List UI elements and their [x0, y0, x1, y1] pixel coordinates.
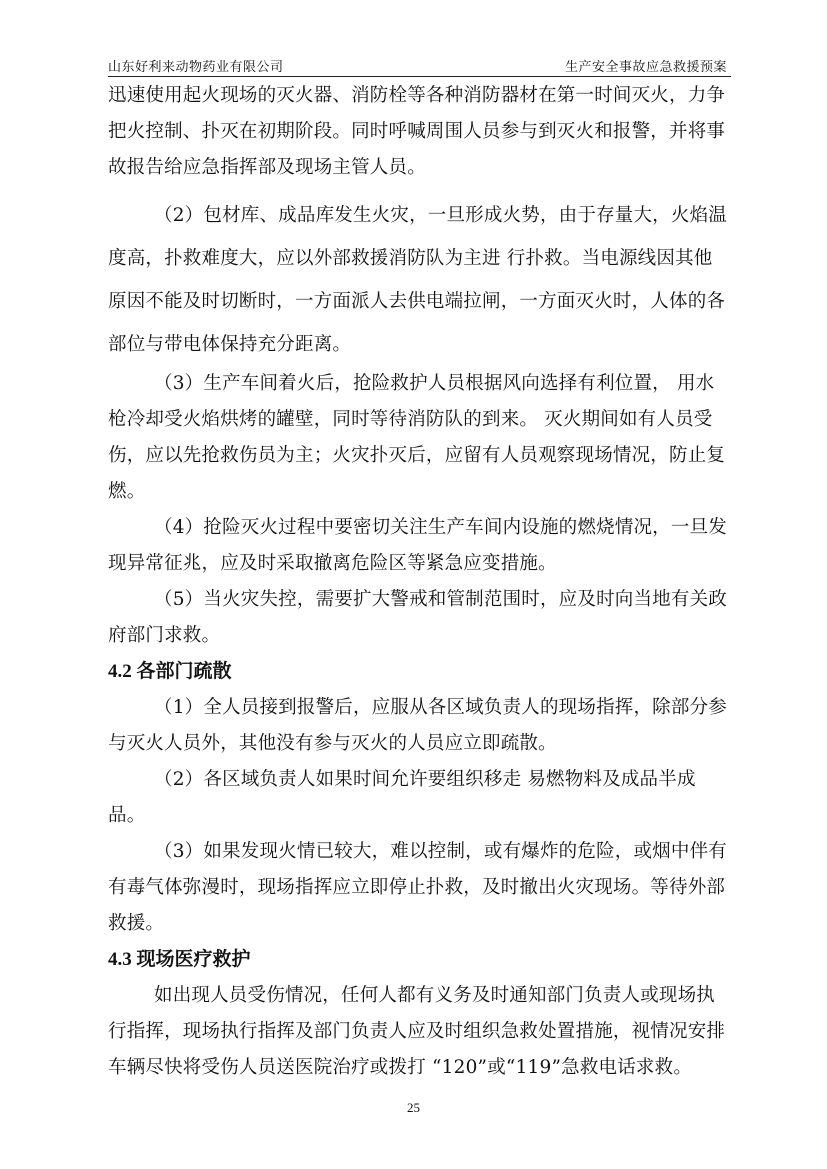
paragraph-intro: 迅速使用起火现场的灭火器、消防栓等各种消防器材在第一时间灭火，力争把火控制、扑灭在初期阶段。同时呼喊周围人员参与到灭火和报警，并将事故报告给应急指挥部及现场主管人员。 — [108, 85, 726, 178]
paragraph-evacuation-1: （1）全人员接到报警后，应服从各区域负责人的现场指挥，除部分参与灭火人员外，其他没有参与灭火的人员应立即疏散。 — [108, 697, 727, 754]
paragraph-evacuation-2: （2）各区域负责人如果时间允许要组织移走 易燃物料及成品半成品。 — [108, 769, 696, 826]
page-number: 25 — [407, 1100, 420, 1115]
section-heading-4-3: 4.3 现场医疗救护 — [108, 949, 251, 970]
header-company-name: 山东好利来动物药业有限公司 — [108, 60, 284, 75]
paragraph-fire-step-3: （3）生产车间着火后，抢险救护人员根据风向选择有利位置， 用水枪冷却受火焰烘烤的罐壁，同时等待消防队的到来。 灭火期间如有人员受伤，应以先抢救伤员为主；火灾扑灭后，应留有人员观察现场情况，防止复燃。 — [108, 373, 726, 502]
paragraph-fire-step-2: （2）包材库、成品库发生火灾，一旦形成火势，由于存量大，火焰温度高，扑救难度大，应以外部救援消防队为主进 行扑救。当电源线因其他原因不能及时切断时，一方面派人去供电端拉闸，一方面灭火时，人体的各部位与带电体保持充分距离。 — [108, 205, 727, 355]
page-header — [108, 52, 731, 77]
paragraph-evacuation-3: （3）如果发现火情已较大，难以控制，或有爆炸的危险，或烟中伴有有毒气体弥漫时，现场指挥应立即停止扑救，及时撤出火灾现场。等待外部救援。 — [108, 841, 727, 934]
document-body — [108, 78, 730, 1086]
header-document-title: 生产安全事故应急救援预案 — [564, 60, 727, 75]
paragraph-fire-step-5: （5）当火灾失控，需要扩大警戒和管制范围时，应及时向当地有关政府部门求救。 — [108, 589, 727, 646]
section-heading-4-2: 4.2 各部门疏散 — [108, 661, 232, 682]
paragraph-medical-rescue: 如出现人员受伤情况，任何人都有义务及时通知部门负责人或现场执行指挥，现场执行指挥及部门负责人应及时组织急救处置措施，视情况安排车辆尽快将受伤人员送医院治疗或拨打 “120”或“119”急救电话求救。 — [108, 985, 726, 1078]
paragraph-fire-step-4: （4）抢险灭火过程中要密切关注生产车间内设施的燃烧情况，一旦发现异常征兆，应及时采取撤离危险区等紧急应变措施。 — [108, 517, 727, 574]
